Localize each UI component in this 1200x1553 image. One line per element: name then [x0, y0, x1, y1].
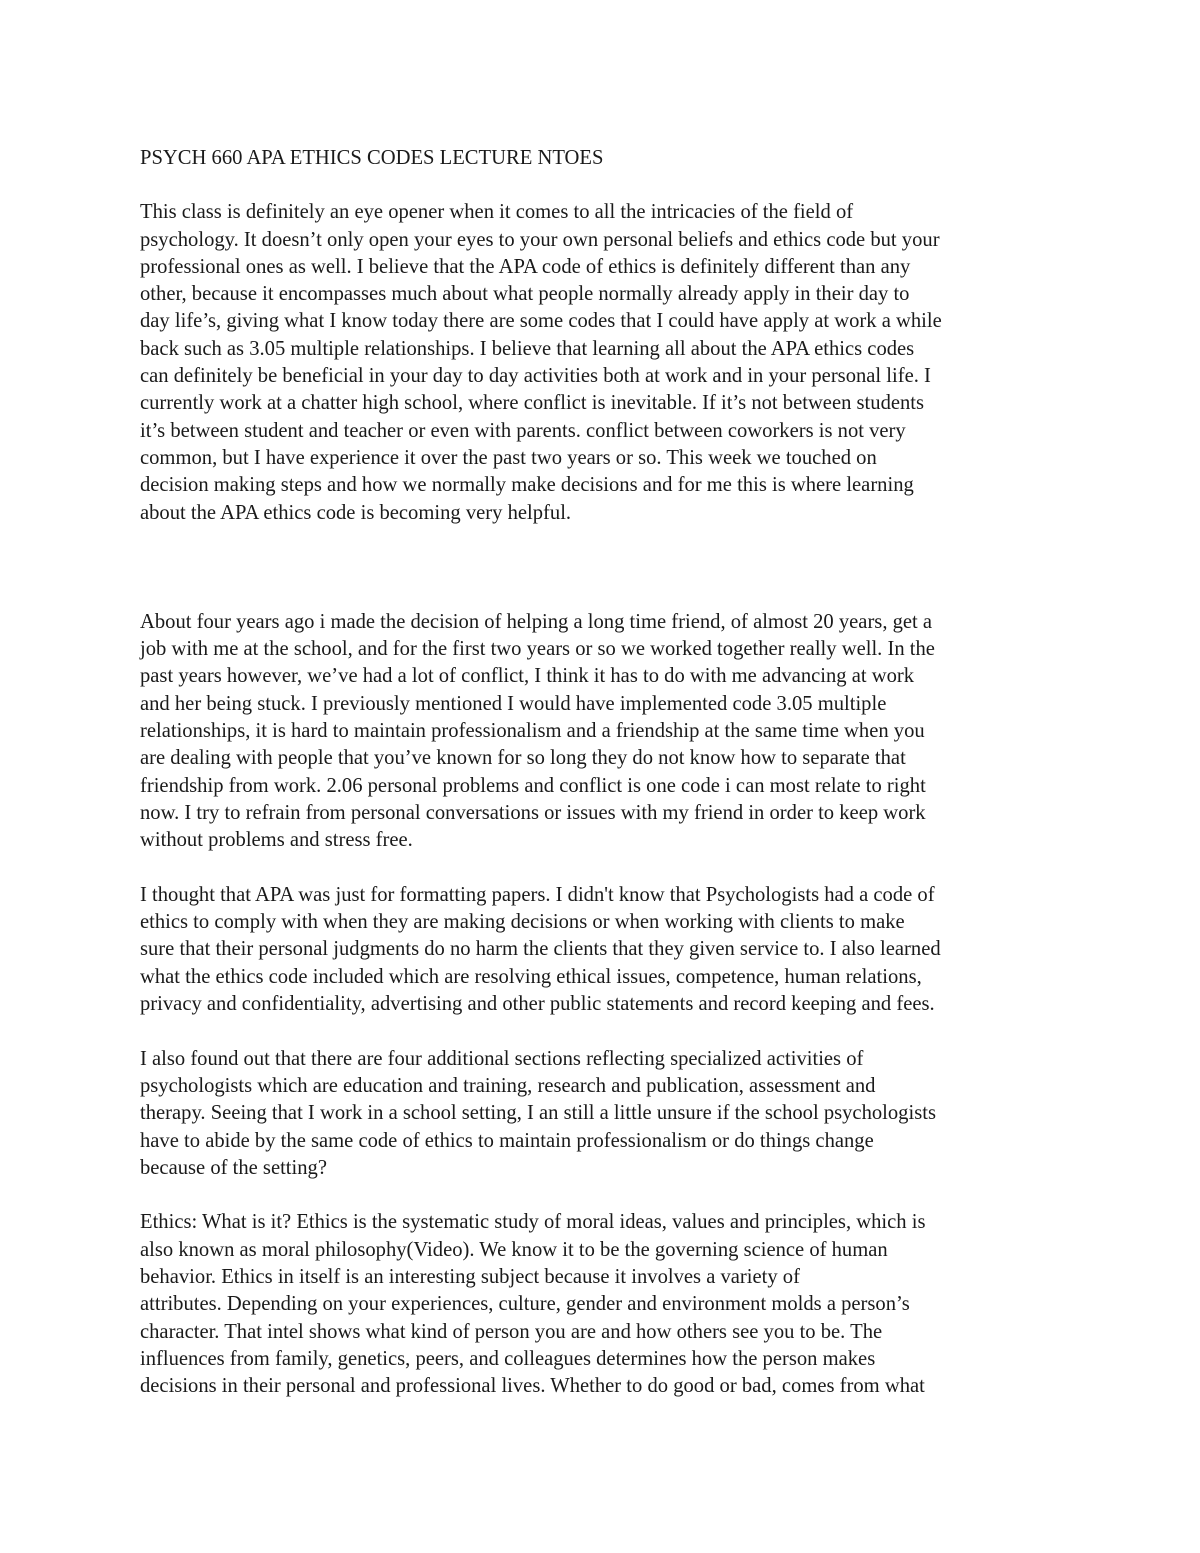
paragraph-spacer — [140, 527, 1070, 609]
text-line: This class is definitely an eye opener when it comes to all the intricacies of the field of — [140, 201, 854, 224]
text-line: professional ones as well. I believe that the APA code of ethics is definitely different than any — [140, 255, 911, 278]
text-line: have to abide by the same code of ethics to maintain professionalism or do things change — [140, 1129, 874, 1152]
text-line: job with me at the school, and for the first two years or so we worked together really well. In the — [140, 638, 935, 661]
text-line: it’s between student and teacher or even with parents. conflict between coworkers is not very — [140, 419, 906, 442]
text-line: currently work at a chatter high school, where conflict is inevitable. If it’s not between students — [140, 392, 925, 415]
text-line: past years however, we’ve had a lot of conflict, I think it has to do with me advancing at work — [140, 665, 915, 688]
paragraph-3 — [140, 882, 1070, 1018]
text-line: About four years ago i made the decision of helping a long time friend, of almost 20 years, get a — [140, 610, 933, 633]
text-line: decisions in their personal and professional lives. Whether to do good or bad, comes from what — [140, 1375, 925, 1398]
text-line: what the ethics code included which are resolving ethical issues, competence, human relations, — [140, 965, 922, 988]
paragraph-1 — [140, 199, 1070, 527]
document-body — [140, 145, 1070, 1400]
document-title: PSYCH 660 APA ETHICS CODES LECTURE NTOES — [140, 147, 604, 169]
paragraph-spacer — [140, 855, 1070, 882]
text-line: attributes. Depending on your experiences, culture, gender and environment molds a person’s — [140, 1293, 910, 1316]
text-line: behavior. Ethics in itself is an interesting subject because it involves a variety of — [140, 1265, 800, 1288]
text-line: psychology. It doesn’t only open your eyes to your own personal beliefs and ethics code but your — [140, 228, 940, 251]
text-line: other, because it encompasses much about what people normally already apply in their day to — [140, 283, 910, 306]
text-line: also known as moral philosophy(Video). We know it to be the governing science of human — [140, 1238, 888, 1261]
paragraph-spacer — [140, 1018, 1070, 1045]
text-line: sure that their personal judgments do no harm the clients that they given service to. I also learned — [140, 938, 941, 961]
text-line: back such as 3.05 multiple relationships. I believe that learning all about the APA ethics codes — [140, 337, 915, 360]
text-line: and her being stuck. I previously mentioned I would have implemented code 3.05 multiple — [140, 692, 887, 715]
text-line: I thought that APA was just for formatting papers. I didn't know that Psychologists had a code of — [140, 883, 935, 906]
text-line: I also found out that there are four additional sections reflecting specialized activities of — [140, 1047, 864, 1070]
text-line: without problems and stress free. — [140, 829, 413, 852]
text-line: privacy and confidentiality, advertising and other public statements and record keeping and fees. — [140, 993, 935, 1016]
text-line: can definitely be beneficial in your day to day activities both at work and in your personal life. I — [140, 365, 931, 388]
text-line: common, but I have experience it over the past two years or so. This week we touched on — [140, 446, 877, 469]
paragraph-spacer — [140, 1182, 1070, 1209]
paragraph-4 — [140, 1046, 1070, 1182]
text-line: Ethics: What is it? Ethics is the systematic study of moral ideas, values and principles, which is — [140, 1211, 926, 1234]
text-line: character. That intel shows what kind of person you are and how others see you to be. The — [140, 1320, 883, 1343]
text-line: therapy. Seeing that I work in a school setting, I an still a little unsure if the school psychologists — [140, 1102, 936, 1125]
text-line: decision making steps and how we normally make decisions and for me this is where learning — [140, 474, 914, 497]
text-line: friendship from work. 2.06 personal problems and conflict is one code i can most relate to right — [140, 774, 926, 797]
text-line: because of the setting? — [140, 1156, 327, 1179]
text-line: day life’s, giving what I know today there are some codes that I could have apply at work a while — [140, 310, 942, 333]
text-line: relationships, it is hard to maintain professionalism and a friendship at the same time when you — [140, 720, 925, 743]
text-line: ethics to comply with when they are making decisions or when working with clients to make — [140, 911, 905, 934]
text-line: about the APA ethics code is becoming very helpful. — [140, 501, 572, 524]
paragraph-2 — [140, 609, 1070, 855]
text-line: psychologists which are education and training, research and publication, assessment and — [140, 1074, 876, 1097]
text-line: are dealing with people that you’ve known for so long they do not know how to separate that — [140, 747, 906, 770]
paragraph-5 — [140, 1209, 1070, 1400]
text-line: influences from family, genetics, peers, and colleagues determines how the person makes — [140, 1347, 876, 1370]
text-line: now. I try to refrain from personal conversations or issues with my friend in order to keep work — [140, 801, 926, 824]
